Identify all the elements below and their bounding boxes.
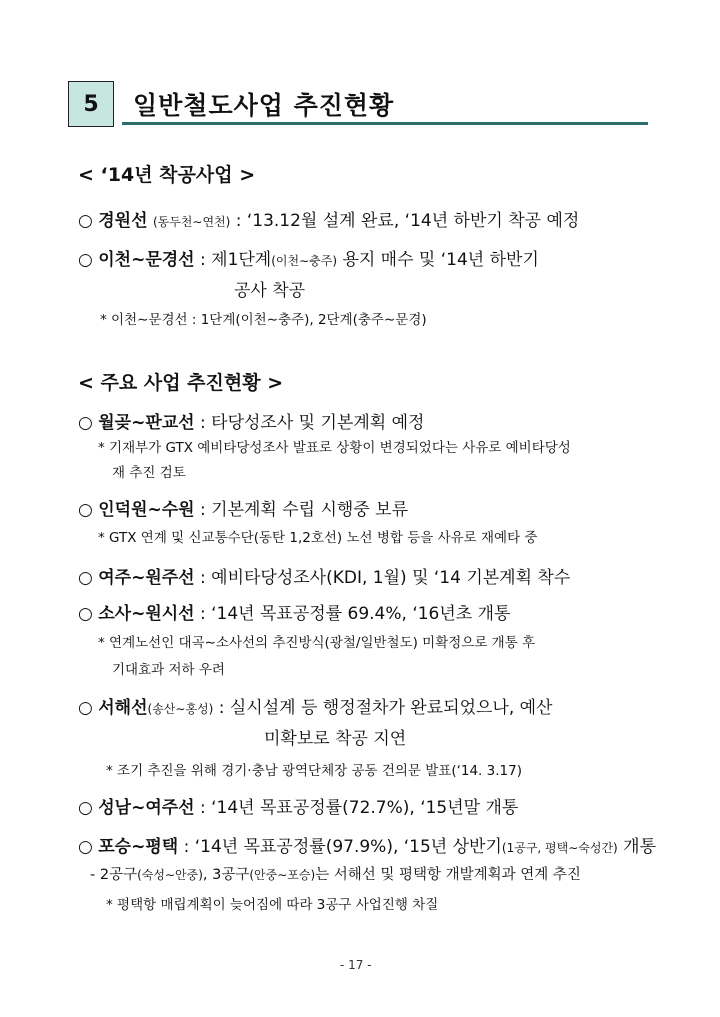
item-paren: (1공구, 평택∼숙성간) — [501, 841, 618, 855]
item-text-b: 용지 매수 및 ‘14년 하반기 — [342, 250, 539, 270]
item-name: 포승∼평택 — [98, 837, 179, 857]
group2-heading: < 주요 사업 추진현황 > — [78, 372, 284, 394]
bullet-circle: ○ — [78, 211, 93, 231]
item-name: 경원선 — [98, 211, 148, 231]
item-dash-line — [90, 863, 581, 884]
item-paren: (동두천∼연천) — [152, 215, 231, 229]
item-name: 서해선 — [98, 698, 148, 718]
item-seohae — [78, 693, 552, 718]
item-name: 성남∼여주선 — [98, 798, 195, 818]
section-number-box — [68, 81, 114, 127]
item-note: * 연계노선인 대곡∼소사선의 추진방식(광철/일반철도) 미확정으로 개통 후 — [98, 635, 536, 651]
item-continuation: 공사 착공 — [234, 281, 306, 301]
item-paren: (송산∼홍성) — [147, 702, 214, 716]
item-name: 여주∼원주선 — [98, 568, 195, 588]
bullet-circle: ○ — [78, 500, 93, 520]
page-number: - 17 - — [340, 958, 372, 972]
group1-heading: < ‘14년 착공사업 > — [78, 164, 256, 186]
item-text: : ‘14년 목표공정률(97.9%), ‘15년 상반기 — [183, 837, 502, 857]
item-name: 이천∼문경선 — [98, 250, 195, 270]
dash-paren: (안중∼포승) — [249, 868, 316, 882]
item-seongnam-yeoju — [78, 793, 518, 818]
item-text: : 기본계획 수립 시행중 보류 — [200, 500, 409, 520]
bullet-circle: ○ — [78, 568, 93, 588]
item-yeoju-wonju — [78, 563, 570, 588]
item-icheon-mungyeong — [78, 245, 539, 270]
item-text: : 타당성조사 및 기본계획 예정 — [200, 413, 425, 433]
section-title-underline — [122, 122, 648, 125]
bullet-circle: ○ — [78, 698, 93, 718]
dash-text-end: 는 서해선 및 평택항 개발계획과 연계 추진 — [315, 867, 581, 883]
item-note: * GTX 연계 및 신교통수단(동탄 1,2호선) 노선 병합 등을 사유로 재예타 중 — [98, 530, 538, 546]
item-text: : 실시설계 등 행정절차가 완료되었으나, 예산 — [218, 698, 553, 718]
item-paren: (이천∼충주) — [271, 254, 338, 268]
dash-paren: (숙성∼안중) — [137, 868, 203, 882]
item-name: 인덕원∼수원 — [98, 500, 195, 520]
bullet-circle: ○ — [78, 837, 93, 857]
dash-mid: , 3공구 — [202, 867, 250, 883]
item-note: * 기재부가 GTX 예비타당성조사 발표로 상황이 변경되었다는 사유로 예비타당성 — [98, 440, 571, 456]
section-title: 일반철도사업 추진현황 — [133, 91, 395, 120]
item-text: : ‘13.12월 설계 완료, ‘14년 하반기 착공 예정 — [235, 211, 580, 231]
section-number: 5 — [83, 91, 99, 117]
bullet-circle: ○ — [78, 413, 93, 433]
item-indeogwon-suwon — [78, 495, 408, 520]
item-note-cont: 재 추진 검토 — [112, 465, 186, 481]
bullet-circle: ○ — [78, 250, 93, 270]
item-note-cont: 기대효과 저하 우려 — [112, 662, 225, 678]
item-text: : 제1단계 — [200, 250, 272, 270]
item-name: 소사∼원시선 — [98, 604, 195, 624]
item-wolgot-pangyo — [78, 408, 424, 433]
item-continuation: 미확보로 착공 지연 — [264, 729, 407, 749]
item-text-b: 개통 — [623, 837, 656, 857]
item-note: * 조기 추진을 위해 경기·충남 광역단체장 공동 건의문 발표(‘14. 3.17) — [106, 763, 522, 779]
item-sosa-wonsi — [78, 599, 510, 624]
item-text: : ‘14년 목표공정률(72.7%), ‘15년말 개통 — [200, 798, 519, 818]
item-text: : 예비타당성조사(KDI, 1월) 및 ‘14 기본계획 착수 — [200, 568, 571, 588]
item-name: 월곶∼판교선 — [98, 413, 195, 433]
item-gyeongwon — [78, 206, 579, 231]
dash-text: - 2공구 — [90, 867, 138, 883]
item-text: : ‘14년 목표공정률 69.4%, ‘16년초 개통 — [200, 604, 511, 624]
bullet-circle: ○ — [78, 604, 93, 624]
item-note: * 평택항 매립계획이 늦어짐에 따라 3공구 사업진행 차질 — [106, 897, 439, 913]
item-note: * 이천∼문경선 : 1단계(이천∼충주), 2단계(충주∼문경) — [100, 312, 427, 328]
item-poseung-pyeongtaek — [78, 832, 656, 857]
bullet-circle: ○ — [78, 798, 93, 818]
